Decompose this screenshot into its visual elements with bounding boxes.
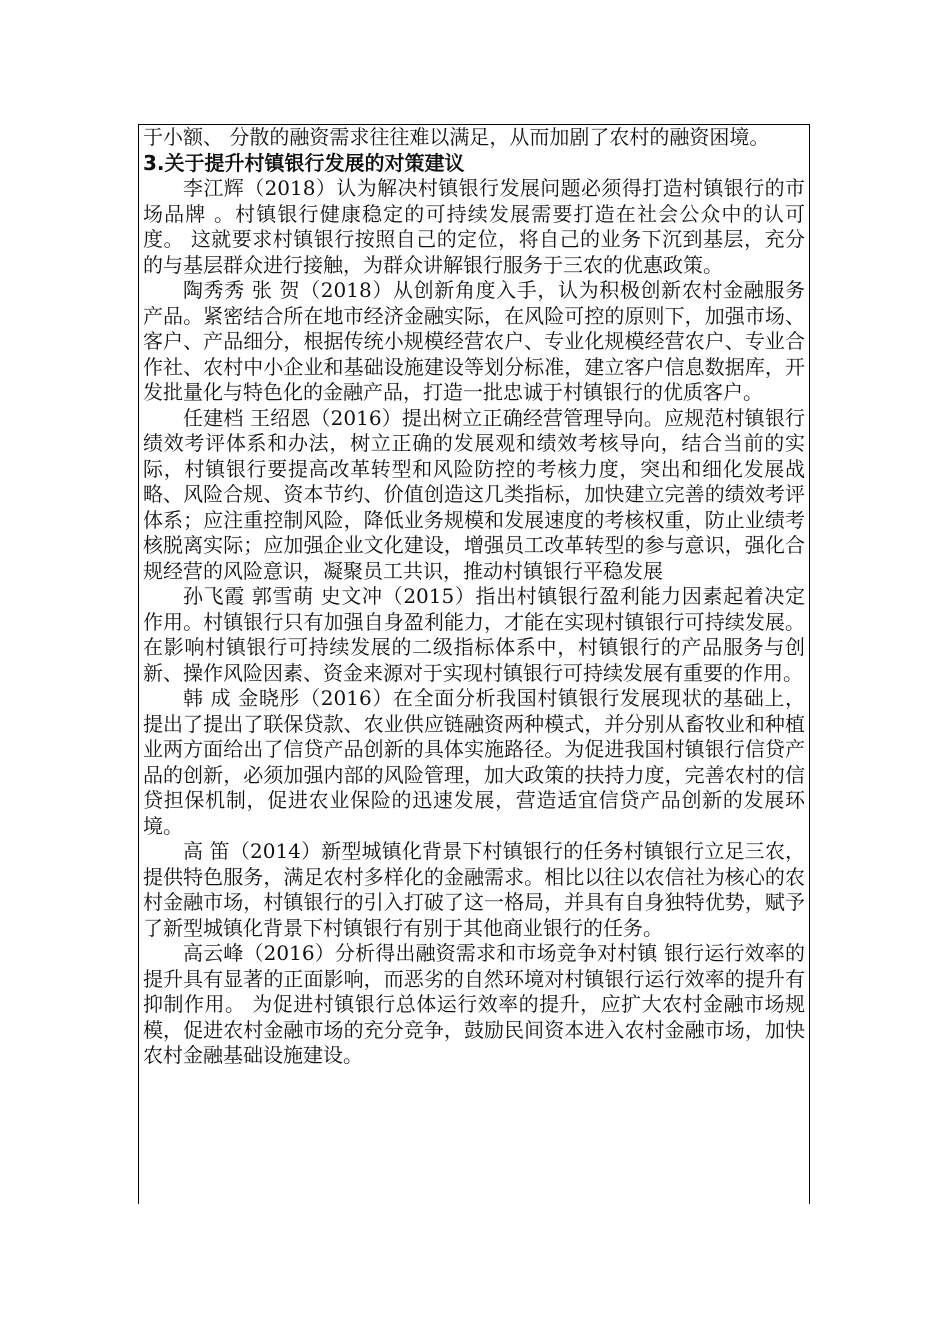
paragraph-ren-jiandang: 任建档 王绍恩（2016）提出树立正确经营管理导向。应规范村镇银行绩效考评体系和办法，树立正确的发展观和绩效考核导向，结合当前的实际，村镇银行要提高改革转型和风险防控的考核力度，突出和细化发展战略、风险合规、资本节约、价值创造这几类指标，加快建立完善的绩效考评体系；应注重控制风险，降低业务规模和发展速度的考核权重，防止业绩考核脱离实际；应加强企业文化建设，增强员工改革转型的参与意识，强化合规经营的风险意识，凝聚员工共识，推动村镇银行平稳发展 [143, 405, 805, 583]
intro-paragraph: 于小额、 分散的融资需求往往难以满足，从而加剧了农村的融资困境。 [143, 125, 770, 149]
paragraph-gao-di: 高 笛（2014）新型城镇化背景下村镇银行的任务村镇银行立足三农，提供特色服务，满足农村多样化的金融需求。相比以往以农信社为核心的农村金融市场，村镇银行的引入打破了这一格局，并具有自身独特优势，赋予了新型城镇化背景下村镇银行有别于其他商业银行的任务。 [143, 839, 805, 940]
paragraph-gao-yunfeng: 高云峰（2016）分析得出融资需求和市场竞争对村镇 银行运行效率的提升具有显著的正面影响，而恶劣的自然环境对村镇银行运行效率的提升有抑制作用。 为促进村镇银行总体运行效率的提升，应扩大农村金融市场规模，促进农村金融市场的充分竞争，鼓励民间资本进入农村金融市场，加快农村金融基础设施建设。 [143, 941, 805, 1067]
document-frame [138, 124, 810, 1204]
section-heading: 3.关于提升村镇银行发展的对策建议 [143, 150, 465, 175]
paragraph-tao-xiuxiu: 陶秀秀 张 贺（2018）从创新角度入手，认为积极创新农村金融服务产品。紧密结合所在地市经济金融实际，在风险可控的原则下，加强市场、客户、产品细分，根据传统小规模经营农户、专业化规模经营农户、专业合作社、农村中小企业和基础设施建设等划分标准，建立客户信息数据库，开发批量化与特色化的金融产品，打造一批忠诚于村镇银行的优质客户。 [143, 278, 805, 404]
paragraph-li-jianghui: 李江辉（2018）认为解决村镇银行发展问题必须得打造村镇银行的市场品牌 。村镇银行健康稳定的可持续发展需要打造在社会公众中的认可度。 这就要求村镇银行按照自己的定位，将自己的业务下沉到基层，充分的与基层群众进行接触，为群众讲解银行服务于三农的优惠政策。 [143, 176, 805, 277]
document-content [143, 125, 805, 1069]
paragraph-han-cheng: 韩 成 金晓彤（2016）在全面分析我国村镇银行发展现状的基础上，提出了提出了联保贷款、农业供应链融资两种模式，并分别从畜牧业和种植业两方面给出了信贷产品创新的具体实施路径。为促进我国村镇银行信贷产品的创新，必须加强内部的风险管理，加大政策的扶持力度，完善农村的信贷担保机制，促进农业保险的迅速发展，营造适宜信贷产品创新的发展环境。 [143, 686, 805, 838]
paragraph-sun-feixia: 孙飞霞 郭雪萌 史文冲（2015）指出村镇银行盈利能力因素起着决定作用。村镇银行只有加强自身盈利能力，才能在实现村镇银行可持续发展。在影响村镇银行可持续发展的二级指标体系中，村镇银行的产品服务与创新、操作风险因素、资金来源对于实现村镇银行可持续发展有重要的作用。 [143, 584, 805, 685]
